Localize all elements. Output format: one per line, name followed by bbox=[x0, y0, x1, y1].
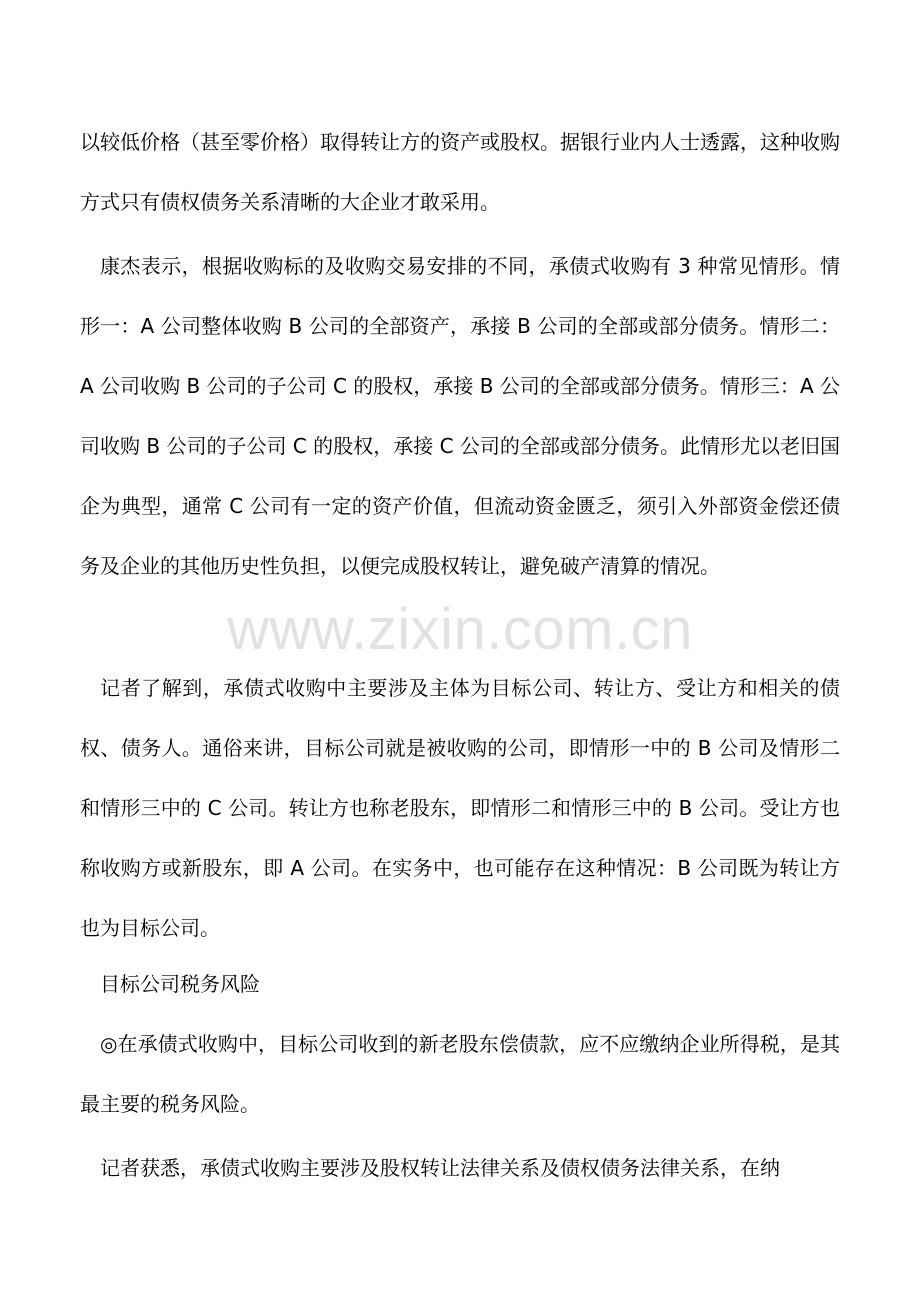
paragraph-acquisition-intro: 以较低价格（甚至零价格）取得转让方的资产或股权。据银行业内人士透露，这种收购方式只有债权债务关系清晰的大企业才敢采用。 bbox=[80, 130, 840, 214]
paragraph-legal-relations: 记者获悉，承债式收购主要涉及股权转让法律关系及债权债务法律关系，在纳 bbox=[100, 1156, 780, 1180]
paragraph-three-scenarios: 康杰表示，根据收购标的及收购交易安排的不同，承债式收购有 3 种常见情形。情形一：A 公司整体收购 B 公司的全部资产，承接 B 公司的全部或部分债务。情形二：A 公司收购 B 公司的子公司 C 的股权，承接 B 公司的全部或部分债务。情形三：A 公司收购 B 公司的子公司 C 的股权，承接 C 公司的全部或部分债务。此情形尤以老旧国企为典型，通常 C 公司有一定的资产价值，但流动资金匮乏，须引入外部资金偿还债务及企业的其他历史性负担，以便完成股权转让，避免破产清算的情况。 bbox=[80, 254, 840, 578]
paragraph-parties-involved: 记者了解到，承债式收购中主要涉及主体为目标公司、转让方、受让方和相关的债权、债务人。通俗来讲，目标公司就是被收购的公司，即情形一中的 B 公司及情形二和情形三中的 C 公司。转让方也称老股东，即情形二和情形三中的 B 公司。受让方也称收购方或新股东，即 A 公司。在实务中，也可能存在这种情况：B 公司既为转让方也为目标公司。 bbox=[80, 676, 840, 940]
section-heading-target-tax-risk: 目标公司税务风险 bbox=[100, 972, 260, 996]
paragraph-main-tax-risk: ◎在承债式收购中，目标公司收到的新老股东偿债款，应不应缴纳企业所得税，是其最主要的税务风险。 bbox=[80, 1032, 840, 1116]
watermark-text: www.zixin.com.cn bbox=[227, 597, 693, 662]
